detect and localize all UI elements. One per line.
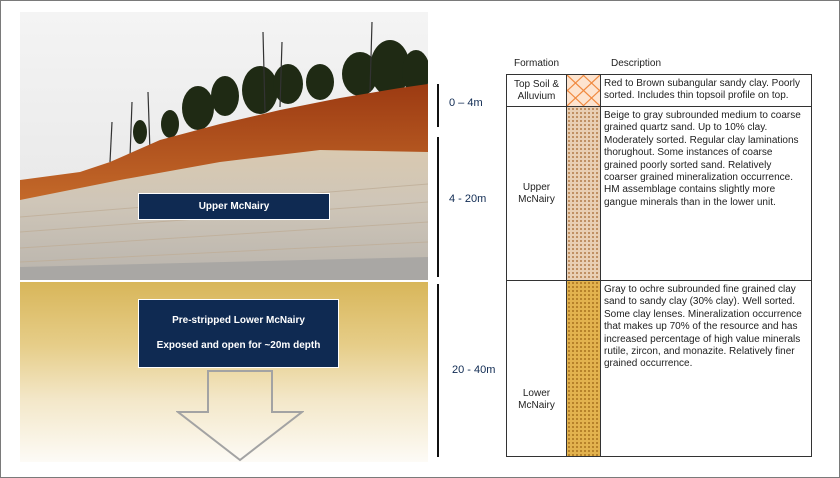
- description-lower: Gray to ochre subrounded fine grained clay sand to sandy clay (30% clay). Well sorted. Some clay lenses. Mineralization occurrence that makes up 70% of the resource and has increased percentage of high value minerals rutile, zircon, and monazite. Relatively finer grained occurrence.: [604, 284, 802, 370]
- table-row-topsoil: [507, 75, 811, 107]
- table-row-upper: [507, 107, 811, 281]
- lower-mcnairy-label: [138, 299, 339, 368]
- quarry-photo: [20, 12, 428, 280]
- down-arrow-icon: [176, 370, 304, 462]
- upper-pattern: [567, 107, 601, 280]
- table-row-lower: [507, 281, 811, 456]
- lower-label-line1: Pre-stripped Lower McNairy: [172, 315, 305, 326]
- depth-bar-lower: [437, 284, 439, 457]
- stratigraphic-table: [506, 74, 812, 457]
- upper-mcnairy-label: Upper McNairy: [138, 193, 330, 220]
- lower-pattern: [567, 281, 601, 456]
- formation-topsoil: Top Soil & Alluvium: [507, 75, 567, 106]
- topsoil-pattern: [567, 75, 601, 106]
- lower-label-line2: Exposed and open for ~20m depth: [156, 340, 321, 351]
- depth-label-lower: 20 - 40m: [452, 364, 496, 376]
- depth-bar-topsoil: [437, 84, 439, 127]
- description-topsoil: Red to Brown subangular sandy clay. Poorly sorted. Includes thin topsoil profile on top.: [604, 78, 801, 102]
- formation-upper: Upper McNairy: [507, 107, 567, 280]
- depth-label-upper: 4 - 20m: [449, 193, 487, 205]
- description-upper: Beige to gray subrounded medium to coarse grained quartz sand. Up to 10% clay. Moderately sorted. Regular clay laminations thorughout. Some instances of coarse grained poorly sorted sand. Relatively coarser grained mineralization occurrence. HM assemblage contains slightly more gangue minerals than in the lower unit.: [604, 110, 801, 208]
- depth-bar-upper: [437, 137, 439, 277]
- formation-lower: Lower McNairy: [507, 281, 567, 456]
- formation-header: Formation: [514, 58, 560, 69]
- depth-label-topsoil: 0 – 4m: [449, 97, 483, 109]
- description-header: Description: [611, 58, 662, 69]
